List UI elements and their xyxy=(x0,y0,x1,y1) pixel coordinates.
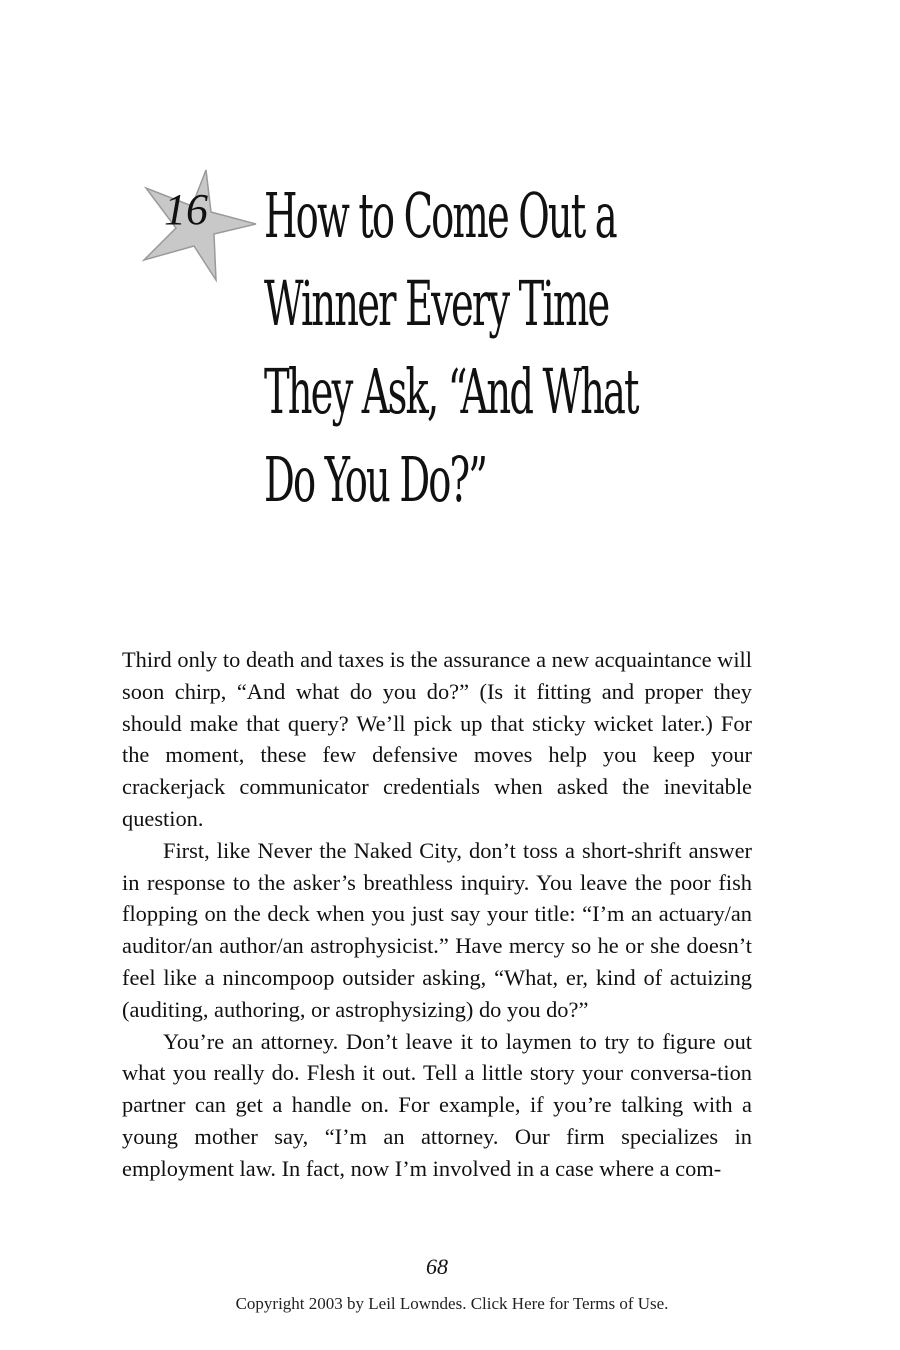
page-number: 68 xyxy=(426,1254,448,1279)
terms-of-use-link[interactable]: Click Here for Terms of Use. xyxy=(470,1294,669,1313)
body-text xyxy=(122,644,752,1185)
chapter-title-line: They Ask, “And What xyxy=(264,355,638,428)
paragraph: You’re an attorney. Don’t leave it to laymen to try to figure out what you really do. Flesh it out. Tell a little story your conversa-tion partner can get a handle on. For example, if you’re talking with a young mother say, “I’m an attorney. Our firm specializes in employment law. In fact, now I’m involved in a case where a com- xyxy=(122,1028,752,1181)
chapter-badge xyxy=(138,166,262,284)
copyright-footer xyxy=(0,1294,900,1314)
chapter-title-line: Winner Every Time xyxy=(264,267,609,340)
chapter-title-line: Do You Do?” xyxy=(264,443,487,516)
chapter-number: 16 xyxy=(164,185,208,234)
chapter-title-line: How to Come Out a xyxy=(264,179,616,252)
copyright-text: Copyright 2003 by Leil Lowndes. xyxy=(235,1294,471,1313)
paragraph: First, like Never the Naked City, don’t toss a short-shrift answer in response to the asker’s breathless inquiry. You leave the poor fish flopping on the deck when you just say your title: “I’m an actuary/an auditor/an author/an astrophysicist.” Have mercy so he or she doesn’t feel like a nincompoop outsider asking, “What, er, kind of actuizing (auditing, authoring, or astrophysizing) do you do?” xyxy=(122,837,752,1022)
paragraph: Third only to death and taxes is the assurance a new acquaintance will soon chirp, “And what do you do?” (Is it fitting and proper they should make that query? We’ll pick up that sticky wicket later.) For the moment, these few defensive moves help you keep your crackerjack communicator credentials when asked the inevitable question. xyxy=(122,647,752,831)
chapter-title xyxy=(264,172,638,524)
